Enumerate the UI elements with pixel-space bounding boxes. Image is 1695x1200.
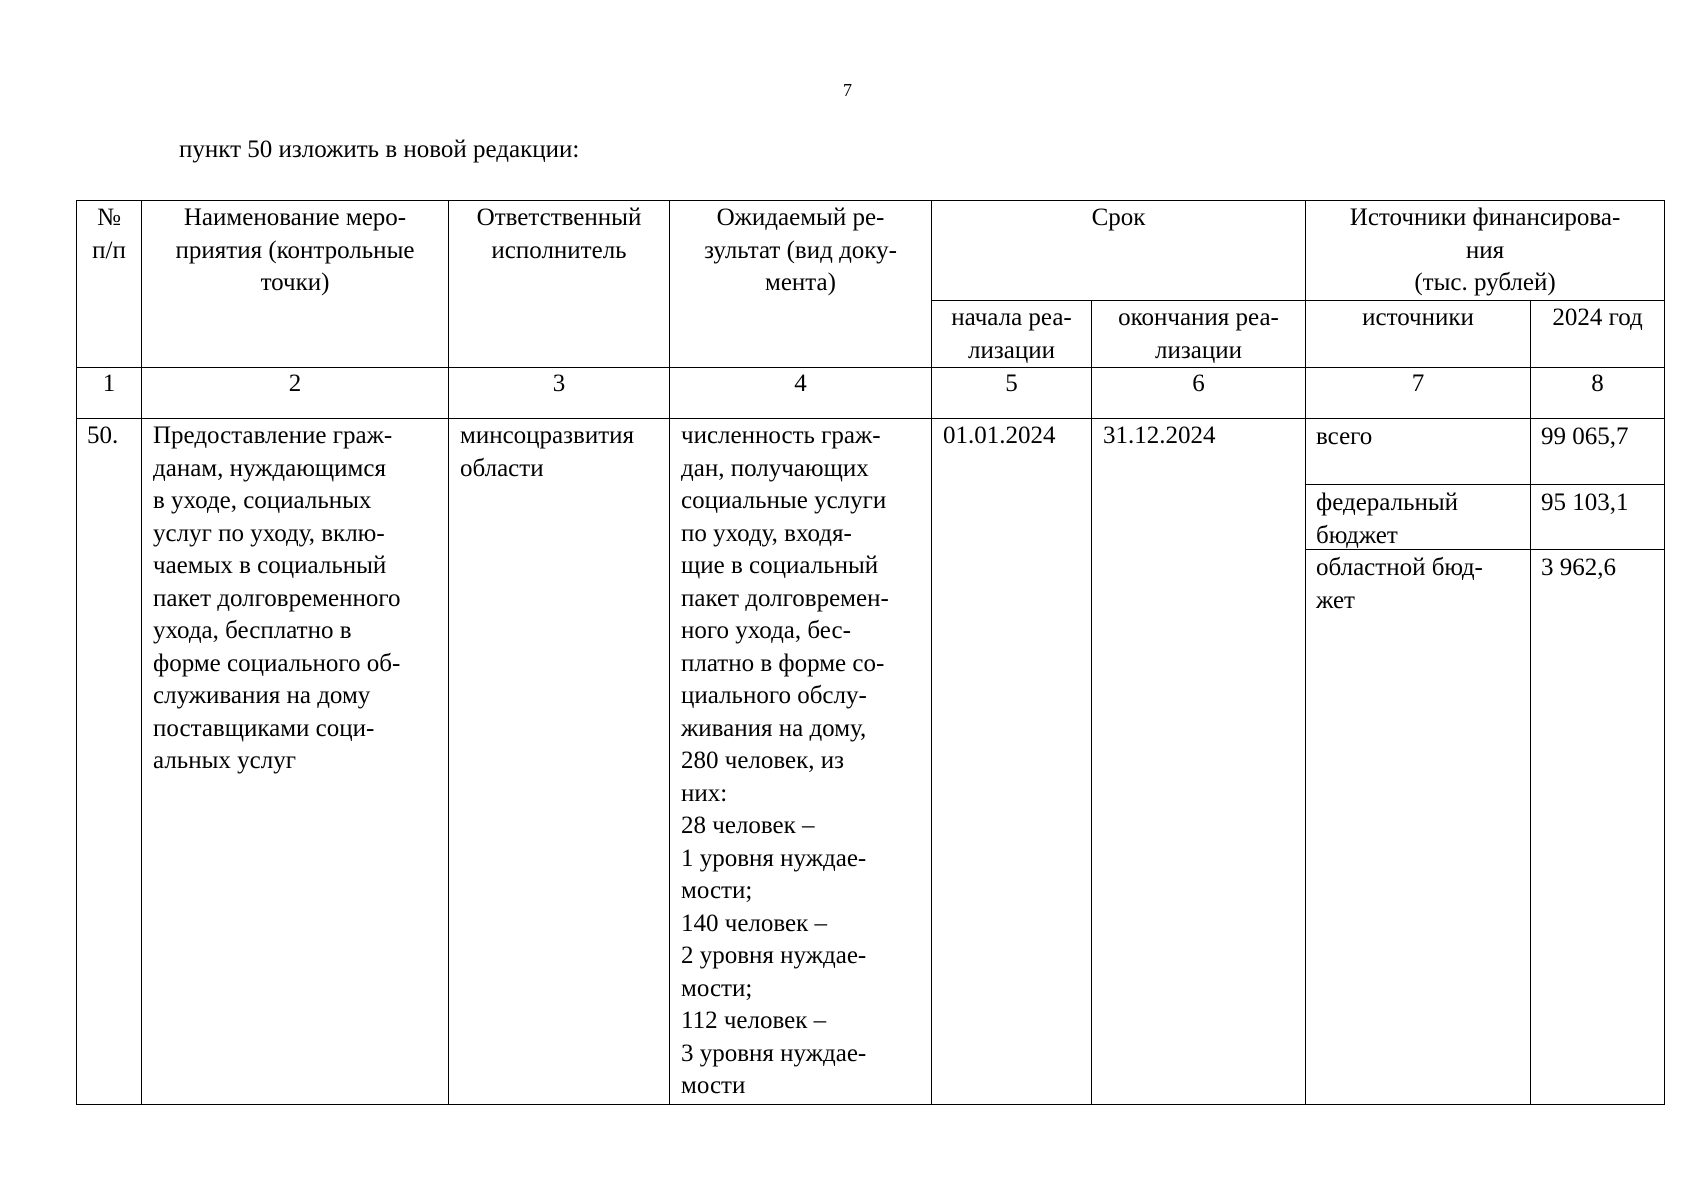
row-number: 50. — [77, 419, 142, 1105]
end-date: 31.12.2024 — [1092, 419, 1306, 1105]
source-name: всего — [1306, 419, 1530, 485]
header-sources: источники — [1306, 301, 1531, 368]
header-year: 2024 год — [1531, 301, 1665, 368]
column-number: 5 — [932, 368, 1092, 419]
intro-text: пункт 50 изложить в новой редакции: — [179, 136, 580, 163]
header-responsible: Ответственный исполнитель — [449, 201, 670, 368]
source-amount: 99 065,7 — [1531, 419, 1664, 485]
header-result: Ожидаемый ре- зультат (вид доку- мента) — [670, 201, 932, 368]
funding-sources — [1306, 419, 1531, 1105]
column-number: 7 — [1306, 368, 1531, 419]
source-amount: 3 962,6 — [1541, 554, 1617, 581]
column-number: 4 — [670, 368, 932, 419]
header-term-start: начала реа- лизации — [932, 301, 1092, 368]
start-date: 01.01.2024 — [932, 419, 1092, 1105]
funding-amounts — [1531, 419, 1665, 1105]
column-number: 8 — [1531, 368, 1665, 419]
page-number: 7 — [843, 80, 852, 100]
column-number: 6 — [1092, 368, 1306, 419]
expected-result: численность граж- дан, получающих социальные услуги по уходу, входя- щие в социальный пакет долговремен- ного ухода, бес- платно в форме со- циального обслу- живания на дому, 280 человек, из них: 28 человек – 1 уровня нуждае- мости; 140 человек – 2 уровня нуждае- мости; 112 человек – 3 уровня нуждае- мости — [670, 419, 932, 1105]
column-number: 2 — [142, 368, 449, 419]
header-term-end: окончания реа- лизации — [1092, 301, 1306, 368]
event-name: Предоставление граж- данам, нуждающимся в уходе, социальных услуг по уходу, вклю- чаемых в социальный пакет долговременного ухода, бесплатно в форме социального об- служивания на дому поставщиками соци- альных услуг — [142, 419, 449, 1105]
source-name: федеральный бюджет — [1306, 485, 1530, 550]
table-row — [77, 419, 1665, 1105]
plan-table — [76, 200, 1665, 1105]
header-term: Срок — [932, 201, 1306, 301]
source-name: областной бюд- жет — [1316, 554, 1483, 614]
header-name: Наименование меро- приятия (контрольные точки) — [142, 201, 449, 368]
column-number: 3 — [449, 368, 670, 419]
header-financing: Источники финансирова- ния (тыс. рублей) — [1306, 201, 1665, 301]
responsible-executor: минсоцразвития области — [449, 419, 670, 1105]
header-num: № п/п — [77, 201, 142, 368]
source-amount: 95 103,1 — [1531, 485, 1664, 550]
column-number: 1 — [77, 368, 142, 419]
column-number-row — [77, 368, 1665, 419]
